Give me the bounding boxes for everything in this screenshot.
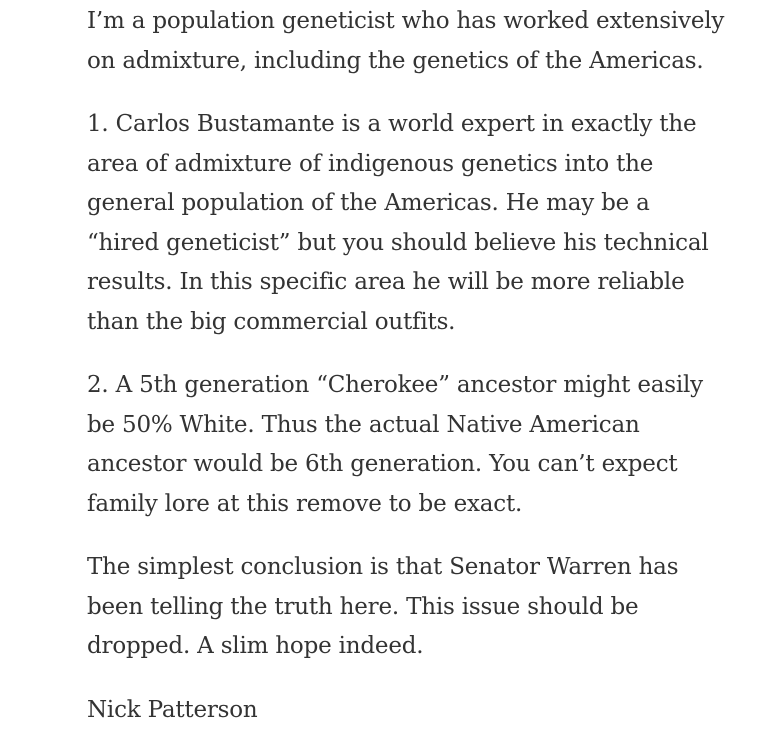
comment-paragraph-intro: I’m a population geneticist who has worked extensively on admixture, including the genetics of the Americas. <box>87 8 725 74</box>
comment-signature: Nick Patterson <box>87 696 258 723</box>
comment-paragraph-point-2: 2. A 5th generation “Cherokee” ancestor might easily be 50% White. Thus the actual Native American ancestor would be 6th generation. You can’t expect family lore at this remove to be exact. <box>87 372 703 517</box>
comment-paragraph-conclusion: The simplest conclusion is that Senator Warren has been telling the truth here. This issue should be dropped. A slim hope indeed. <box>87 554 679 659</box>
comment-paragraph-point-1: 1. Carlos Bustamante is a world expert in exactly the area of admixture of indigenous genetics into the general population of the Americas. He may be a “hired geneticist” but you should believe his technical results. In this specific area he will be more reliable than the big commercial outfits. <box>87 111 709 335</box>
comment-body <box>87 2 727 730</box>
